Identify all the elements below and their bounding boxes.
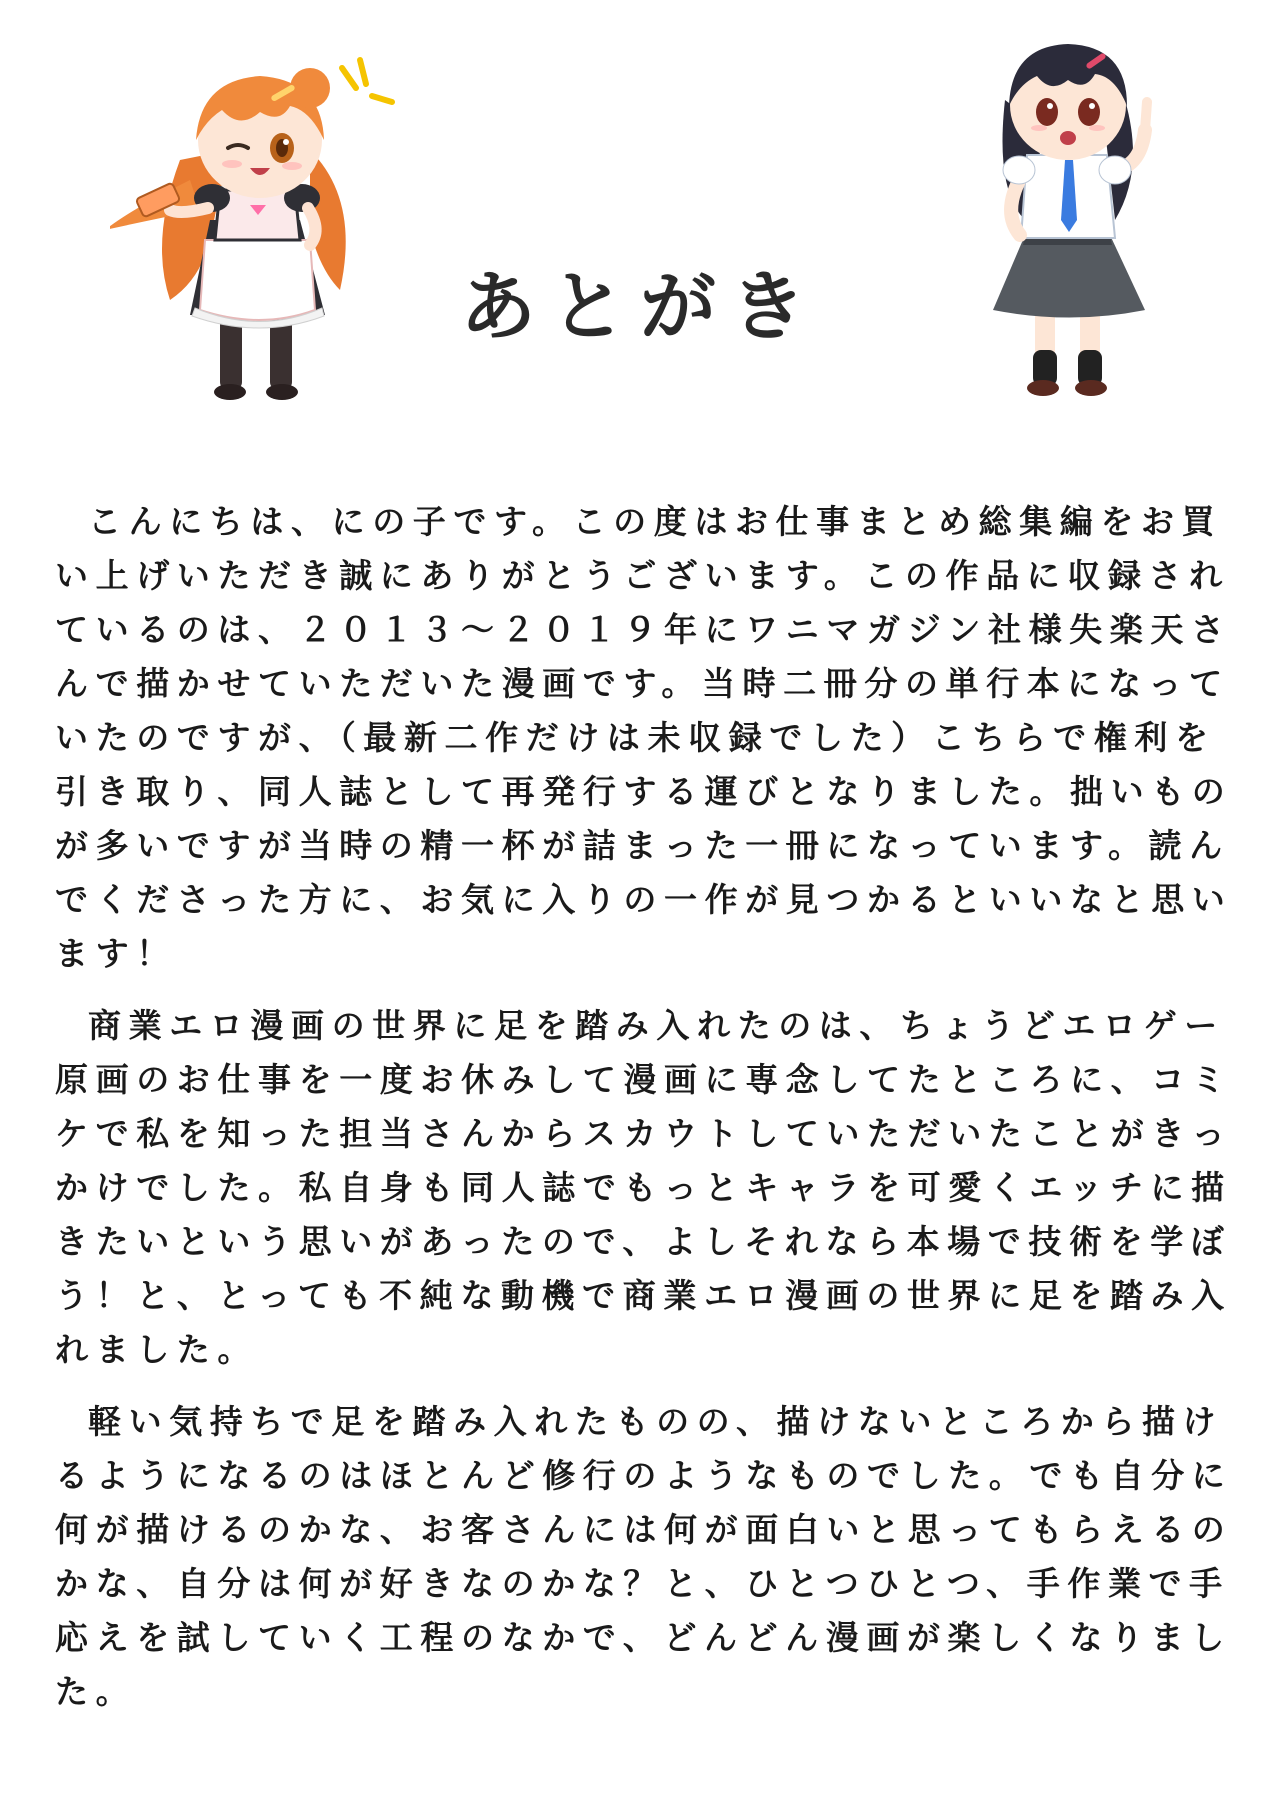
maid-character-illustration bbox=[110, 40, 410, 410]
schoolgirl-character-illustration bbox=[965, 20, 1175, 410]
paragraph-2: 商業エロ漫画の世界に足を踏み入れたのは、ちょうどエロゲー原画のお仕事を一度お休みして漫画に専念してたところに、コミケで私を知った担当さんからスカウトしていただいたことがきっかけでした。私自身も同人誌でもっとキャラを可愛くエッチに描きたいという思いがあったので、よしそれなら本場で技術を学ぼう！と、とっても不純な動機で商業エロ漫画の世界に足を踏み入れました。 bbox=[55, 1006, 1233, 1369]
page-title: あとがき bbox=[460, 261, 820, 351]
afterword-body bbox=[55, 495, 1235, 1737]
paragraph-1: こんにちは、にの子です。この度はお仕事まとめ総集編をお買い上げいただき誠にありがとうございます。この作品に収録されているのは、２０１３～２０１９年にワニマガジン社様失楽天さんで描かせていただいた漫画です。当時二冊分の単行本になっていたのですが、（最新二作だけは未収録でした）こちらで権利を引き取り、同人誌として再発行する運びとなりました。拙いものが多いですが当時の精一杯が詰まった一冊になっています。読んでくださった方に、お気に入りの一作が見つかるといいなと思います！ bbox=[55, 502, 1233, 973]
paragraph-3: 軽い気持ちで足を踏み入れたものの、描けないところから描けるようになるのはほとんど修行のようなものでした。でも自分に何が描けるのかな、お客さんには何が面白いと思ってもらえるのかな、自分は何が好きなのかな？と、ひとつひとつ、手作業で手応えを試していく工程のなかで、どんどん漫画が楽しくなりました。 bbox=[55, 1402, 1233, 1711]
